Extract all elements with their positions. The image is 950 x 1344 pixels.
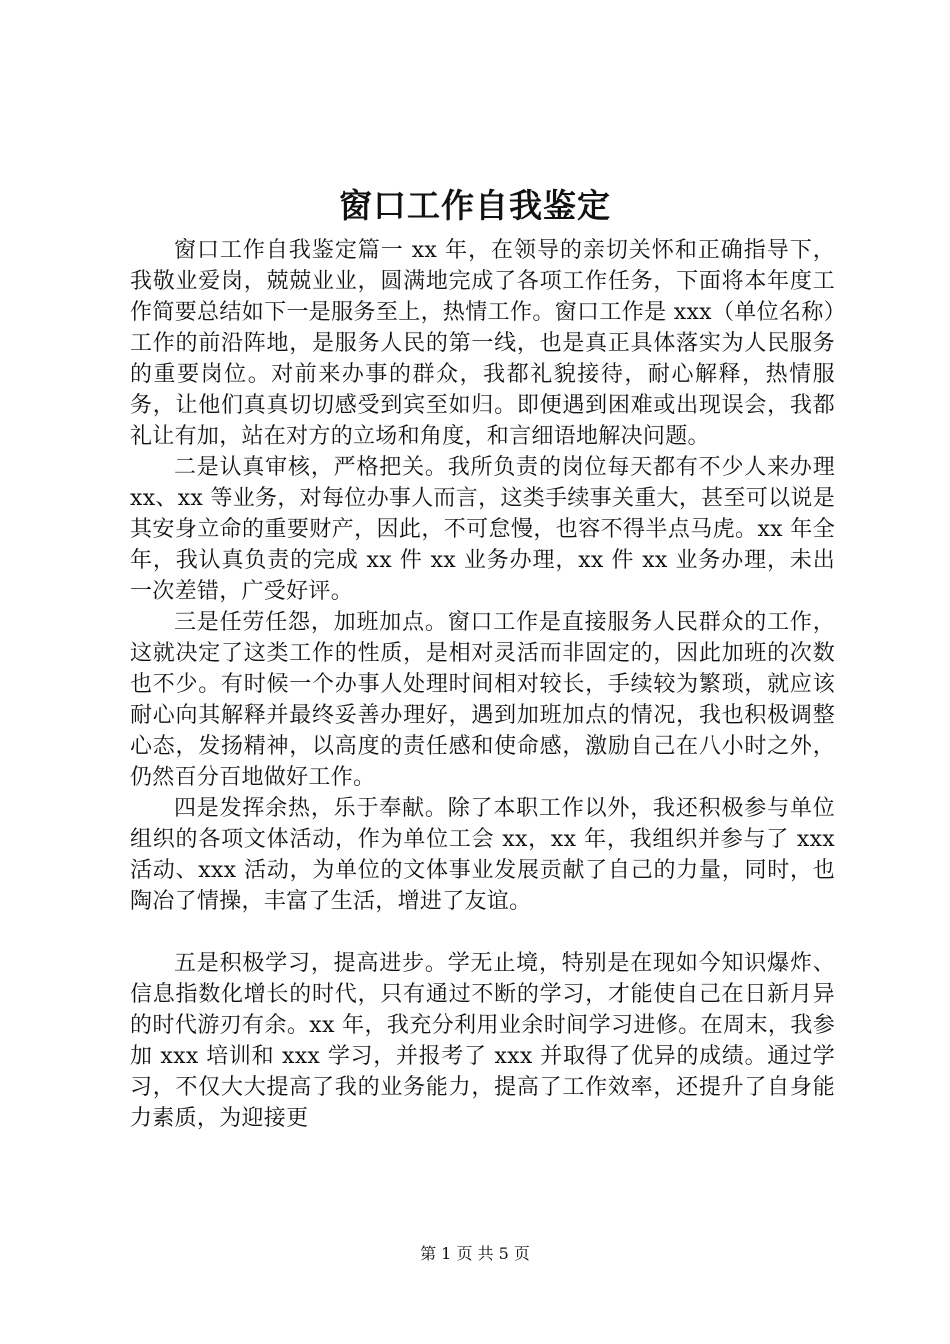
document-title: 窗口工作自我鉴定 — [339, 186, 611, 225]
paragraph-3: 三是任劳任怨，加班加点。窗口工作是直接服务人民群众的工作，这就决定了这类工作的性质，是相对灵活而非固定的，因此加班的次数也不少。有时候一个办事人处理时间相对较长，手续较为繁琐，就应该耐心向其解释并最终妥善办理好，遇到加班加点的情况，我也积极调整心态，发扬精神，以高度的责任感和使命感，激励自己在八小时之外，仍然百分百地做好工作。 — [130, 610, 835, 790]
paragraph-5: 五是积极学习，提高进步。学无止境，特别是在现如今知识爆炸、信息指数化增长的时代，只有通过不断的学习，才能使自己在日新月异的时代游刃有余。xx 年，我充分利用业余时间学习进修。在周末，我参加 xxx 培训和 xxx 学习，并报考了 xxx 并取得了优异的成绩。通过学习，不仅大大提高了我的业务能力，提高了工作效率，还提升了自身能力素质，为迎接更 — [130, 951, 835, 1131]
document-body — [130, 235, 835, 1134]
paragraph-1: 窗口工作自我鉴定篇一 xx 年，在领导的亲切关怀和正确指导下，我敬业爱岗，兢兢业业，圆满地完成了各项工作任务，下面将本年度工作简要总结如下一是服务至上，热情工作。窗口工作是 xxx（单位名称）工作的前沿阵地，是服务人民的第一线，也是真正具体落实为人民服务的重要岗位。对前来办事的群众，我都礼貌接待，耐心解释，热情服务，让他们真真切切感受到宾至如归。即便遇到困难或出现误会，我都礼让有加，站在对方的立场和角度，和言细语地解决问题。 — [130, 238, 835, 449]
paragraph-4: 四是发挥余热，乐于奉献。除了本职工作以外，我还积极参与单位组织的各项文体活动，作为单位工会 xx，xx 年，我组织并参与了 xxx 活动、xxx 活动，为单位的文体事业发展贡献了自己的力量，同时，也陶冶了情操，丰富了生活，增进了友谊。 — [130, 796, 835, 914]
page-number: 第 1 页 共 5 页 — [420, 1244, 530, 1263]
paragraph-2: 二是认真审核，严格把关。我所负责的岗位每天都有不少人来办理 xx、xx 等业务，对每位办事人而言，这类手续事关重大，甚至可以说是其安身立命的重要财产，因此，不可怠慢，也容不得半点马虎。xx 年全年，我认真负责的完成 xx 件 xx 业务办理，xx 件 xx 业务办理，未出一次差错，广受好评。 — [130, 455, 835, 604]
